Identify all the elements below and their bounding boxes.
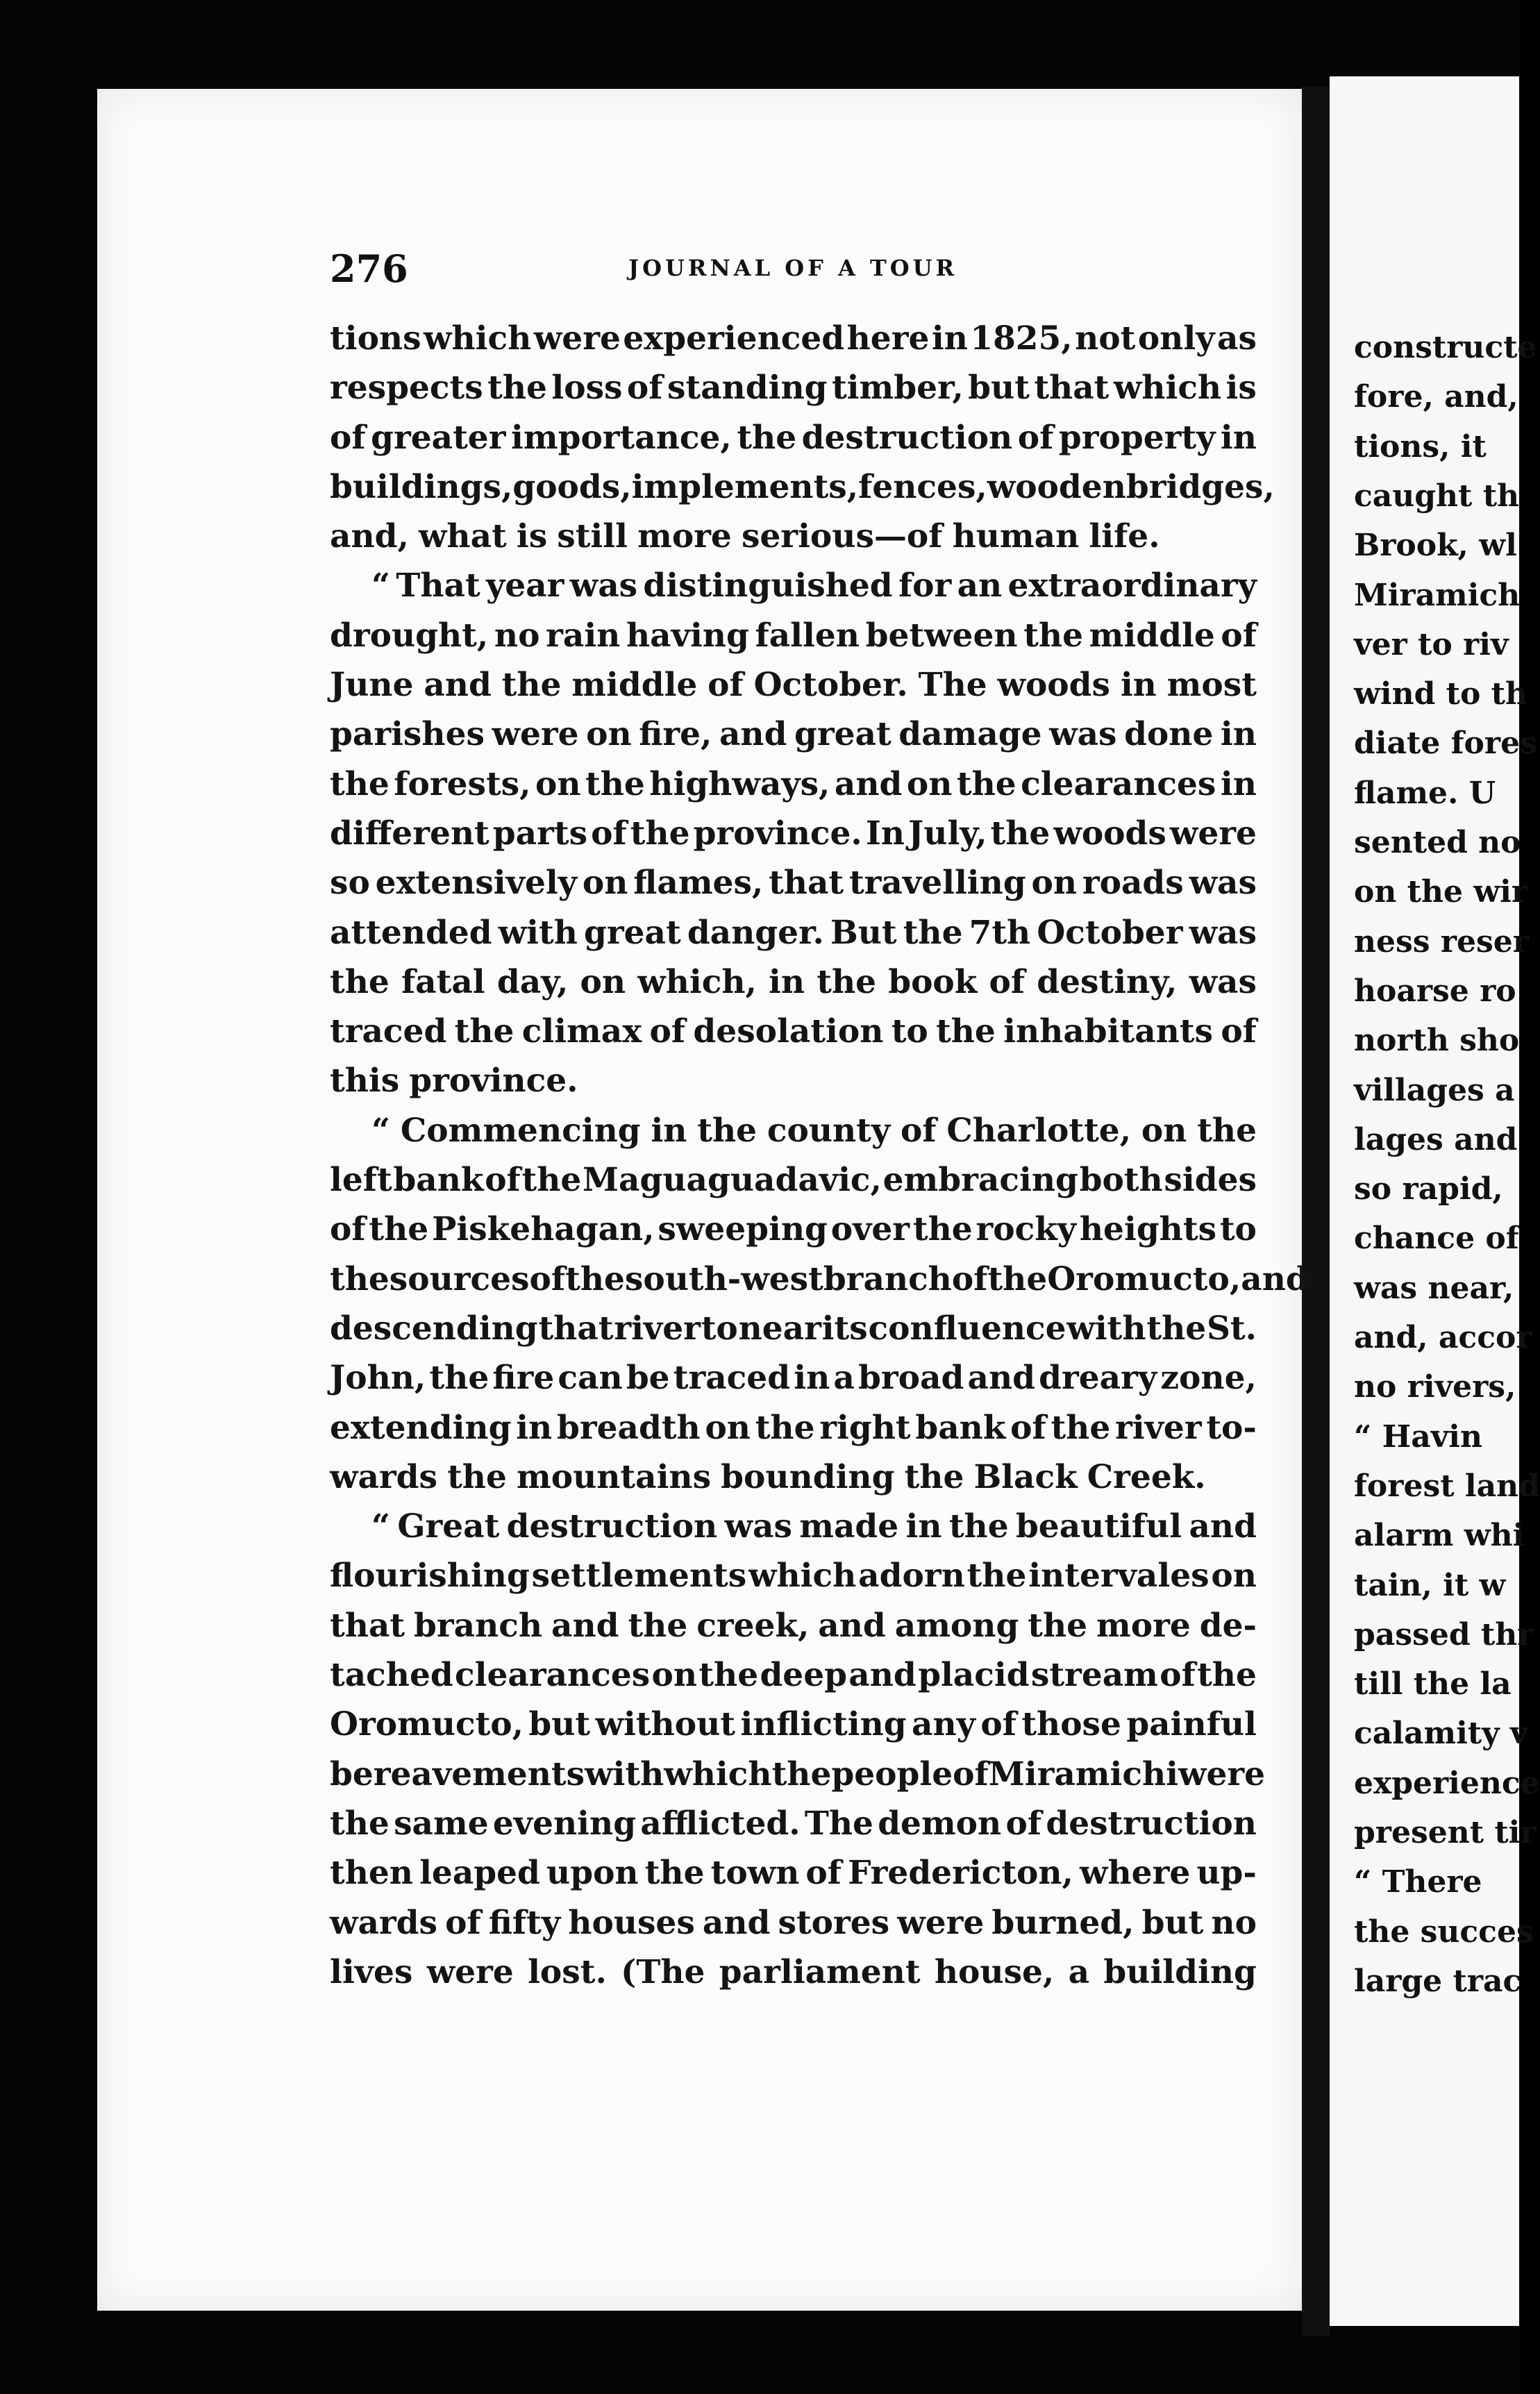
text-line: “ Commencing in the county of Charlotte, on the bbox=[371, 1111, 1257, 1150]
body-text bbox=[330, 314, 1309, 1997]
text-line: the same evening afflicted. The demon of destruction bbox=[330, 1804, 1257, 1843]
facing-page-line: sented no bbox=[1354, 825, 1521, 860]
facing-page-line: till the la bbox=[1354, 1666, 1512, 1702]
text-line: of greater importance, the destruction of property in bbox=[330, 418, 1257, 457]
facing-page-line: diate fores bbox=[1354, 726, 1537, 762]
facing-page-line: villages a bbox=[1354, 1072, 1515, 1108]
text-line: drought, no rain having fallen between the middle of bbox=[330, 616, 1257, 655]
facing-page-line: passed thr bbox=[1354, 1616, 1534, 1652]
text-line: June and the middle of October. The woods in most bbox=[330, 666, 1257, 705]
text-line: John, the fire can be traced in a broad and dreary zone, bbox=[330, 1359, 1257, 1398]
facing-page-line: flame. U bbox=[1354, 775, 1496, 811]
text-line: the forests, on the highways, and on the clearances in bbox=[330, 764, 1257, 803]
text-line: tached clearances on the deep and placid stream of the bbox=[330, 1656, 1257, 1695]
running-head bbox=[330, 246, 1253, 291]
text-line: different parts of the province. In July, the woods were bbox=[330, 814, 1257, 853]
book-binding bbox=[1302, 87, 1330, 2336]
facing-page-line: lages and bbox=[1354, 1121, 1518, 1157]
text-line: wards of fifty houses and stores were burned, but no bbox=[330, 1903, 1257, 1942]
facing-page-line: calamity v bbox=[1354, 1716, 1528, 1752]
facing-page-line: no rivers, bbox=[1354, 1369, 1516, 1405]
text-line: so extensively on flames, that travelling on roads was bbox=[330, 864, 1257, 903]
text-line: traced the climax of desolation to the inhabitants of bbox=[330, 1012, 1257, 1051]
facing-page-line: present tir bbox=[1354, 1815, 1537, 1850]
text-line: buildings, goods, implements, fences, wooden bridges, bbox=[330, 467, 1275, 506]
text-line: lives were lost. (The parliament house, a building bbox=[330, 1952, 1257, 1991]
text-line: left bank of the Maguaguadavic, embracing both sides bbox=[330, 1161, 1257, 1200]
text-line: then leaped upon the town of Fredericton, where up- bbox=[330, 1854, 1257, 1893]
text-line: parishes were on fire, and great damage was done in bbox=[330, 715, 1257, 754]
text-line: the fatal day, on which, in the book of destiny, was bbox=[330, 962, 1257, 1001]
text-line: bereavements with which the people of Miramichi were bbox=[330, 1755, 1266, 1793]
facing-page bbox=[1330, 76, 1540, 2326]
facing-page-line: constructe bbox=[1354, 330, 1537, 365]
facing-page-line: large trac bbox=[1354, 1963, 1522, 1999]
text-line: and, what is still more serious—of human life. bbox=[330, 517, 1160, 556]
text-line: the sources of the south-west branch of the Oromucto, and bbox=[330, 1259, 1309, 1298]
page-number: 276 bbox=[330, 246, 408, 291]
text-line: tions which were experienced here in 1825, not only as bbox=[330, 319, 1257, 358]
facing-page-line: caught th bbox=[1354, 478, 1520, 514]
facing-page-line: wind to th bbox=[1354, 676, 1528, 712]
facing-page-line: fore, and, bbox=[1354, 379, 1518, 415]
facing-page-line: hoarse ro bbox=[1354, 973, 1516, 1009]
facing-page-line: experience bbox=[1354, 1765, 1540, 1801]
facing-page-line: Brook, wl bbox=[1354, 528, 1517, 564]
facing-page-line: tain, it w bbox=[1354, 1567, 1506, 1603]
facing-page-line: ver to riv bbox=[1354, 626, 1509, 662]
text-line: this province. bbox=[330, 1062, 578, 1100]
text-line: wards the mountains bounding the Black Creek. bbox=[330, 1457, 1206, 1496]
facing-page-line: was near, bbox=[1354, 1270, 1514, 1306]
facing-page-line: alarm whi bbox=[1354, 1518, 1525, 1554]
facing-page-line: and, accor bbox=[1354, 1320, 1532, 1355]
text-line: attended with great danger. But the 7th October was bbox=[330, 913, 1257, 952]
facing-page-line: north sho bbox=[1354, 1023, 1520, 1059]
facing-page-line: ness reser bbox=[1354, 923, 1529, 960]
running-title: JOURNAL OF A TOUR bbox=[628, 255, 958, 281]
facing-page-line: Miramich bbox=[1354, 577, 1521, 613]
facing-page-line: chance of bbox=[1354, 1221, 1519, 1257]
facing-page-line: on the wir bbox=[1354, 874, 1528, 910]
facing-page-line: “ There bbox=[1354, 1864, 1482, 1900]
facing-page-line: “ Havin bbox=[1354, 1418, 1482, 1455]
text-line: descending that river to near its confluence with the St. bbox=[330, 1309, 1257, 1348]
text-line: of the Piskehagan, sweeping over the rocky heights to bbox=[330, 1210, 1257, 1249]
facing-page-line: tions, it bbox=[1354, 428, 1487, 464]
text-line: “ Great destruction was made in the beautiful and bbox=[371, 1507, 1257, 1546]
facing-page-line: the succes bbox=[1354, 1914, 1534, 1950]
text-line: extending in breadth on the right bank of the river to- bbox=[330, 1408, 1257, 1447]
facing-page-line: forest land bbox=[1354, 1468, 1540, 1504]
text-line: “ That year was distinguished for an extraordinary bbox=[371, 567, 1257, 605]
text-line: that branch and the creek, and among the more de- bbox=[330, 1606, 1257, 1645]
text-line: Oromucto, but without inflicting any of those painful bbox=[330, 1705, 1257, 1744]
text-line: respects the loss of standing timber, but that which is bbox=[330, 369, 1257, 408]
facing-page-line: so rapid, bbox=[1354, 1171, 1503, 1207]
text-line: flourishing settlements which adorn the intervales on bbox=[330, 1557, 1257, 1596]
